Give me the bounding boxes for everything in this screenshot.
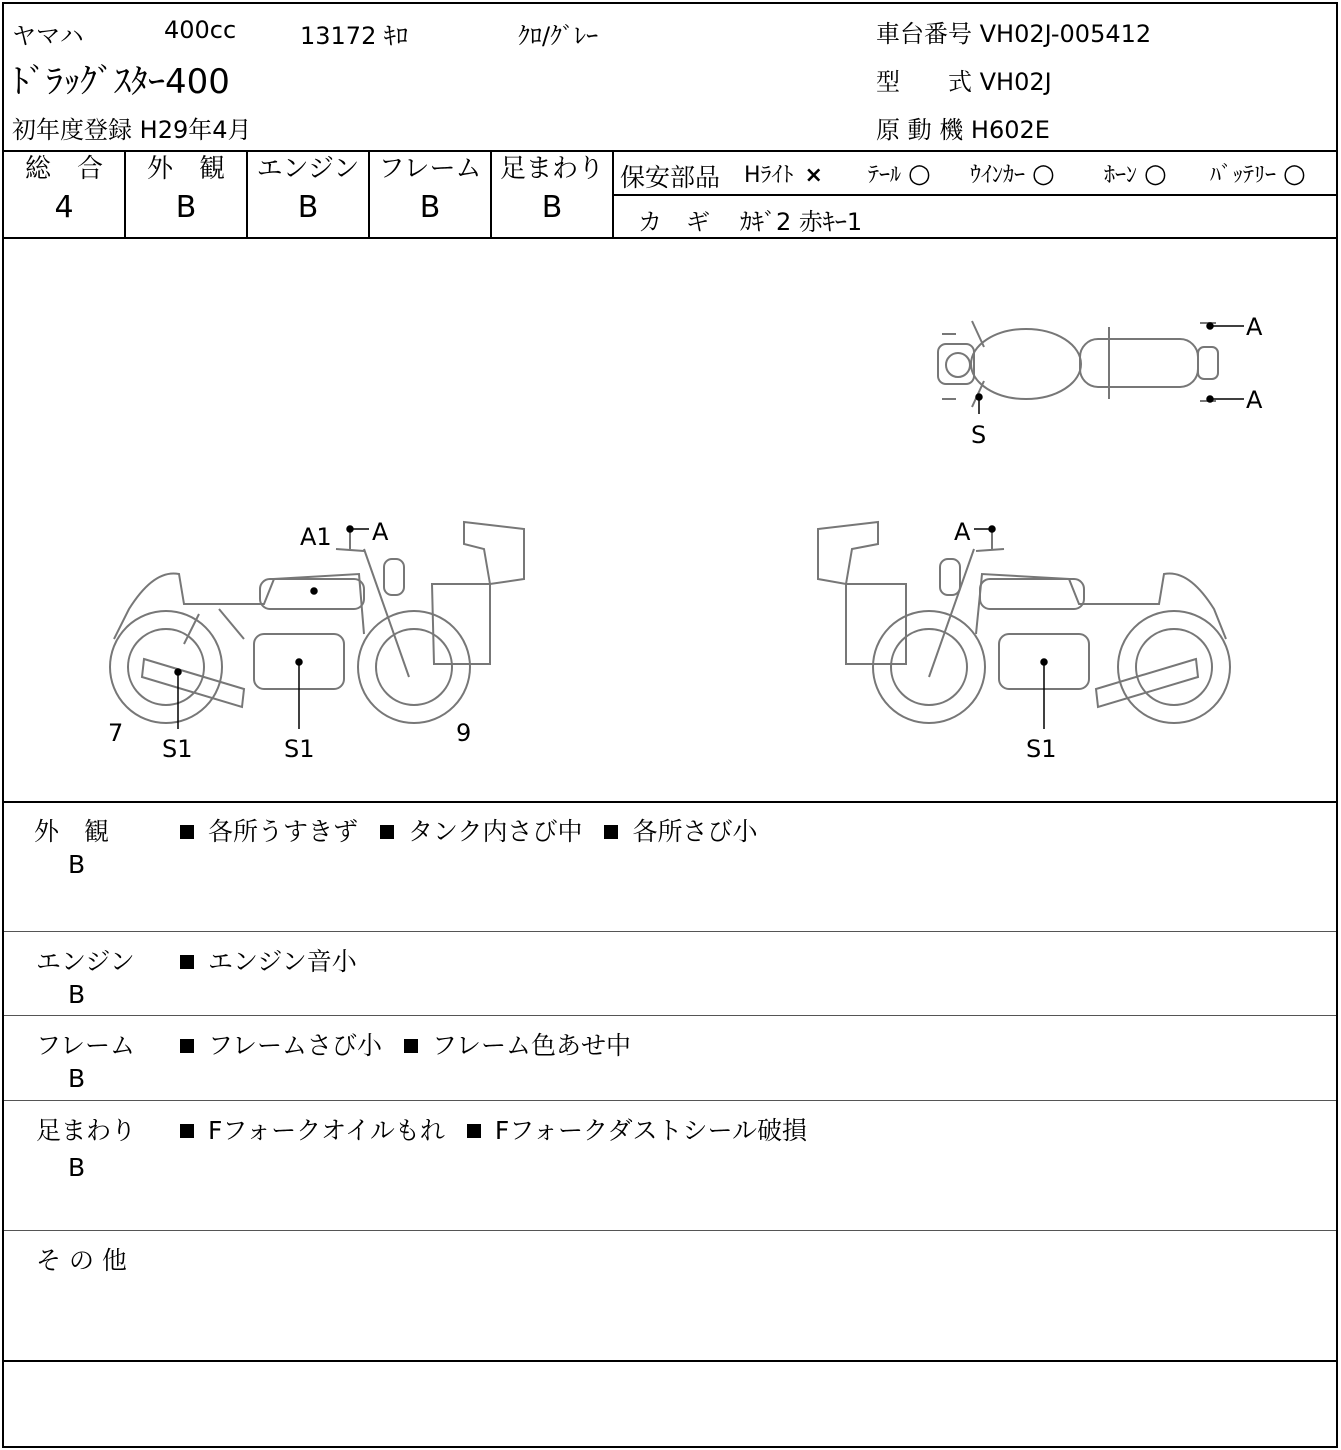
mark-label: A xyxy=(1246,313,1263,341)
safety-item-winker xyxy=(970,158,1055,189)
first-reg-value: H29年4月 xyxy=(139,116,252,144)
remark-item: エンジン音小 xyxy=(208,947,357,976)
right-side-view xyxy=(818,522,1230,723)
section-items-engine xyxy=(180,942,357,978)
grade-value: B xyxy=(297,190,319,225)
grade-overall xyxy=(4,152,124,226)
divider xyxy=(4,1360,1336,1362)
inspection-sheet xyxy=(2,2,1338,1448)
remark-item: Fフォークオイルもれ xyxy=(208,1116,445,1145)
section-title-engine: エンジン xyxy=(36,947,135,976)
grade-exterior xyxy=(126,152,246,226)
divider xyxy=(4,931,1336,932)
safety-item-status: × xyxy=(804,163,823,188)
keys-value: ｶｷﾞ2 赤ｷｰ1 xyxy=(740,208,863,236)
remark-item: 各所うすきず xyxy=(208,817,359,846)
mark-label: S xyxy=(971,421,987,449)
bullet-icon xyxy=(180,1039,194,1053)
mark-label: A xyxy=(1246,386,1263,414)
section-items-frame xyxy=(180,1026,631,1062)
bullet-icon xyxy=(404,1039,418,1053)
bullet-icon xyxy=(180,1124,194,1138)
section-grade-engine: B xyxy=(68,980,86,1009)
grade-frame xyxy=(370,152,490,226)
mark-label: S1 xyxy=(1026,735,1057,763)
model-name: ﾄﾞﾗｯｸﾞｽﾀｰ400 xyxy=(12,62,230,102)
safety-item-name: ﾊﾞｯﾃﾘｰ xyxy=(1210,163,1277,188)
frame-no-value: VH02J-005412 xyxy=(979,20,1152,48)
first-reg-label: 初年度登録 xyxy=(12,116,132,144)
section-title-frame: フレーム xyxy=(36,1031,136,1060)
section-title-other: そ の 他 xyxy=(36,1246,127,1275)
divider xyxy=(4,801,1336,803)
frame-no-label: 車台番号 xyxy=(876,20,972,48)
remark-item: フレーム色あせ中 xyxy=(431,1031,631,1060)
safety-item-battery xyxy=(1210,158,1306,189)
safety-item-status: ○ xyxy=(1283,159,1306,189)
maker: ヤマハ xyxy=(12,22,84,50)
grade-label: 足まわり xyxy=(499,154,604,184)
frame-number xyxy=(876,14,1151,49)
mileage: 13172 ｷﾛ xyxy=(300,22,408,50)
mark-label: 9 xyxy=(456,719,472,747)
grade-engine xyxy=(248,152,368,226)
grade-value: B xyxy=(175,190,197,225)
remark-item: Fフォークダストシール破損 xyxy=(494,1116,807,1145)
engine-label: 原 動 機 xyxy=(876,116,964,144)
mark-label: A xyxy=(954,518,971,546)
bullet-icon xyxy=(467,1124,481,1138)
divider xyxy=(612,194,1336,196)
keys-label: カ ギ xyxy=(638,208,710,236)
section-title-suspension: 足まわり xyxy=(36,1116,137,1145)
displacement: 400cc xyxy=(164,16,237,44)
engine-value: H602E xyxy=(970,116,1050,144)
divider xyxy=(4,1015,1336,1016)
bullet-icon xyxy=(180,955,194,969)
mark-label: A1 xyxy=(300,523,332,551)
grade-label: 総 合 xyxy=(24,154,103,184)
type-label: 型 式 xyxy=(876,68,972,96)
grade-suspension xyxy=(492,152,612,226)
safety-item-status: ○ xyxy=(908,159,931,189)
remark-item: フレームさび小 xyxy=(208,1031,383,1060)
remark-item: 各所さび小 xyxy=(632,817,758,846)
section-grade-frame: B xyxy=(68,1064,86,1093)
safety-item-name: ｳｲﾝｶｰ xyxy=(970,163,1026,188)
safety-item-headlight xyxy=(744,158,823,189)
safety-item-tail xyxy=(868,158,931,189)
mark-label: S1 xyxy=(162,735,193,763)
bullet-icon xyxy=(604,825,618,839)
color: ｸﾛ/ｸﾞﾚｰ xyxy=(518,22,599,50)
section-title-exterior: 外 観 xyxy=(34,817,110,846)
safety-item-name: ﾎｰﾝ xyxy=(1104,163,1138,188)
section-items-suspension xyxy=(180,1111,807,1147)
safety-item-name: Hﾗｲﾄ xyxy=(744,163,794,188)
section-grade-exterior: B xyxy=(68,850,86,879)
safety-item-status: ○ xyxy=(1032,159,1055,189)
grade-label: フレーム xyxy=(378,154,482,184)
safety-item-horn xyxy=(1104,158,1167,189)
mark-label: 7 xyxy=(108,719,124,747)
mark-label: S1 xyxy=(284,735,315,763)
type-value: VH02J xyxy=(979,68,1052,96)
mark-label: A xyxy=(372,518,389,546)
model-type xyxy=(876,62,1052,97)
motorcycle-diagram xyxy=(4,239,1336,801)
section-grade-suspension: B xyxy=(68,1153,86,1182)
bullet-icon xyxy=(180,825,194,839)
grade-label: 外 観 xyxy=(146,154,225,184)
bullet-icon xyxy=(380,825,394,839)
grade-value: 4 xyxy=(54,190,74,225)
first-registration xyxy=(12,110,252,145)
divider xyxy=(4,1230,1336,1231)
grade-value: B xyxy=(419,190,441,225)
remark-item: タンク内さび中 xyxy=(407,817,583,846)
safety-item-name: ﾃｰﾙ xyxy=(868,163,902,188)
safety-item-status: ○ xyxy=(1144,159,1167,189)
section-items-exterior xyxy=(180,812,757,848)
left-side-view xyxy=(110,522,524,723)
divider xyxy=(4,1100,1336,1101)
safety-label: 保安部品 xyxy=(620,163,721,192)
grade-label: エンジン xyxy=(256,154,360,184)
grade-value: B xyxy=(541,190,563,225)
engine-model xyxy=(876,110,1050,145)
